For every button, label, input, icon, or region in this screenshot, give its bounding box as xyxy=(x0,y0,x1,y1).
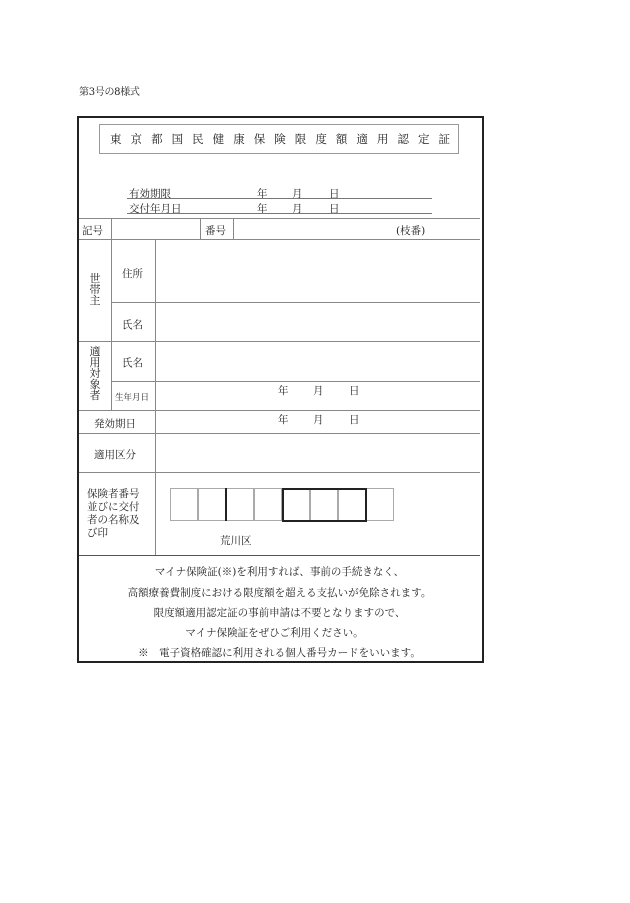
title-char: 定 xyxy=(417,132,430,146)
title-char: 用 xyxy=(376,132,389,146)
label-char: 対 xyxy=(89,367,101,380)
insurer-label-line: 者の名称及 xyxy=(87,514,140,526)
col-line xyxy=(111,218,112,239)
effective-day: 日 xyxy=(349,414,360,426)
issue-underline xyxy=(127,213,432,214)
label-char: 主 xyxy=(89,294,101,307)
row-line xyxy=(79,341,480,342)
effective-year: 年 xyxy=(278,414,289,426)
title-char: 東 xyxy=(110,132,122,146)
title-char: 適 xyxy=(356,132,368,146)
label-char: 帯 xyxy=(89,283,101,296)
title-char: 保 xyxy=(253,132,266,146)
label-char: 者 xyxy=(89,389,101,402)
certificate-title xyxy=(99,124,459,154)
title-char: 国 xyxy=(171,132,184,146)
birthdate-label: 生年月日 xyxy=(115,393,150,403)
form-code: 第3号の8様式 xyxy=(79,87,140,98)
row-line xyxy=(111,302,480,303)
label-char: 適 xyxy=(89,345,101,358)
address-label: 住所 xyxy=(122,268,143,280)
col-line xyxy=(200,218,201,239)
title-char: 健 xyxy=(212,132,225,146)
row-line xyxy=(79,239,480,240)
insurer-number-box[interactable] xyxy=(170,488,198,521)
issue-date-label: 交付年月日 xyxy=(129,203,182,215)
notice-line: 高額療養費制度における限度額を超える支払いが免除されます。 xyxy=(127,587,432,599)
insurer-number-box[interactable] xyxy=(198,488,226,521)
title-char: 認 xyxy=(397,132,409,146)
insurer-number-box[interactable] xyxy=(254,488,282,521)
effective-month: 月 xyxy=(313,414,324,426)
title-char: 都 xyxy=(151,132,163,146)
applicant-name-label: 氏名 xyxy=(122,357,143,369)
birth-day: 日 xyxy=(349,385,360,397)
box-divider xyxy=(225,488,227,521)
issue-year: 年 xyxy=(257,203,268,215)
row-line xyxy=(79,410,480,411)
issue-day: 日 xyxy=(329,203,340,215)
col-line xyxy=(111,239,112,410)
row-line xyxy=(79,472,480,473)
birth-year: 年 xyxy=(278,385,289,397)
title-char: 証 xyxy=(438,132,450,146)
label-char: 象 xyxy=(89,378,101,391)
row-line xyxy=(111,381,480,382)
expiry-underline xyxy=(127,198,432,199)
title-char: 民 xyxy=(192,132,204,146)
label-char: 用 xyxy=(89,356,101,369)
issue-month: 月 xyxy=(292,203,303,215)
row-line xyxy=(79,555,480,556)
expiry-year: 年 xyxy=(257,188,268,200)
notice-line: マイナ保険証(※)を利用すれば、事前の手続きなく、 xyxy=(154,566,405,578)
col-line xyxy=(155,239,156,555)
household-name-label: 氏名 xyxy=(122,319,143,331)
label-char: 世 xyxy=(89,272,101,285)
row-line xyxy=(79,433,480,434)
insurer-label-line: 保険者番号 xyxy=(87,488,140,500)
insurer-label-line: 並びに交付 xyxy=(87,501,140,513)
applicant-label xyxy=(89,346,101,401)
notice-line: マイナ保険証をぜひご利用ください。 xyxy=(185,627,364,639)
insurer-label xyxy=(87,488,140,540)
notice-line: 限度額適用認定証の事前申請は不要となりますので、 xyxy=(153,607,406,619)
box-group-outline xyxy=(282,488,367,522)
expiry-day: 日 xyxy=(329,188,340,200)
title-char: 京 xyxy=(130,132,143,146)
title-char: 険 xyxy=(274,132,286,146)
title-char: 限 xyxy=(294,132,307,146)
expiry-label: 有効期限 xyxy=(129,188,171,200)
category-label: 適用区分 xyxy=(94,449,136,461)
row-line xyxy=(79,218,480,219)
household-head-label xyxy=(89,273,101,306)
insurer-label-line: び印 xyxy=(87,527,108,539)
notice-footnote: ※ 電子資格確認に利用される個人番号カードをいいます。 xyxy=(138,647,421,659)
title-char: 額 xyxy=(335,132,348,146)
insurer-number-box[interactable] xyxy=(366,488,394,521)
effective-date-label: 発効期日 xyxy=(94,418,136,430)
col-line xyxy=(233,218,234,239)
insurer-name: 荒川区 xyxy=(220,535,252,547)
insurer-number-box[interactable] xyxy=(226,488,254,521)
symbol-label: 記号 xyxy=(82,225,103,237)
birth-month: 月 xyxy=(313,385,324,397)
expiry-month: 月 xyxy=(292,188,303,200)
title-char: 度 xyxy=(315,132,327,146)
branch-number-label: (枝番) xyxy=(396,225,426,237)
title-char: 康 xyxy=(233,132,245,146)
number-label: 番号 xyxy=(205,225,226,237)
